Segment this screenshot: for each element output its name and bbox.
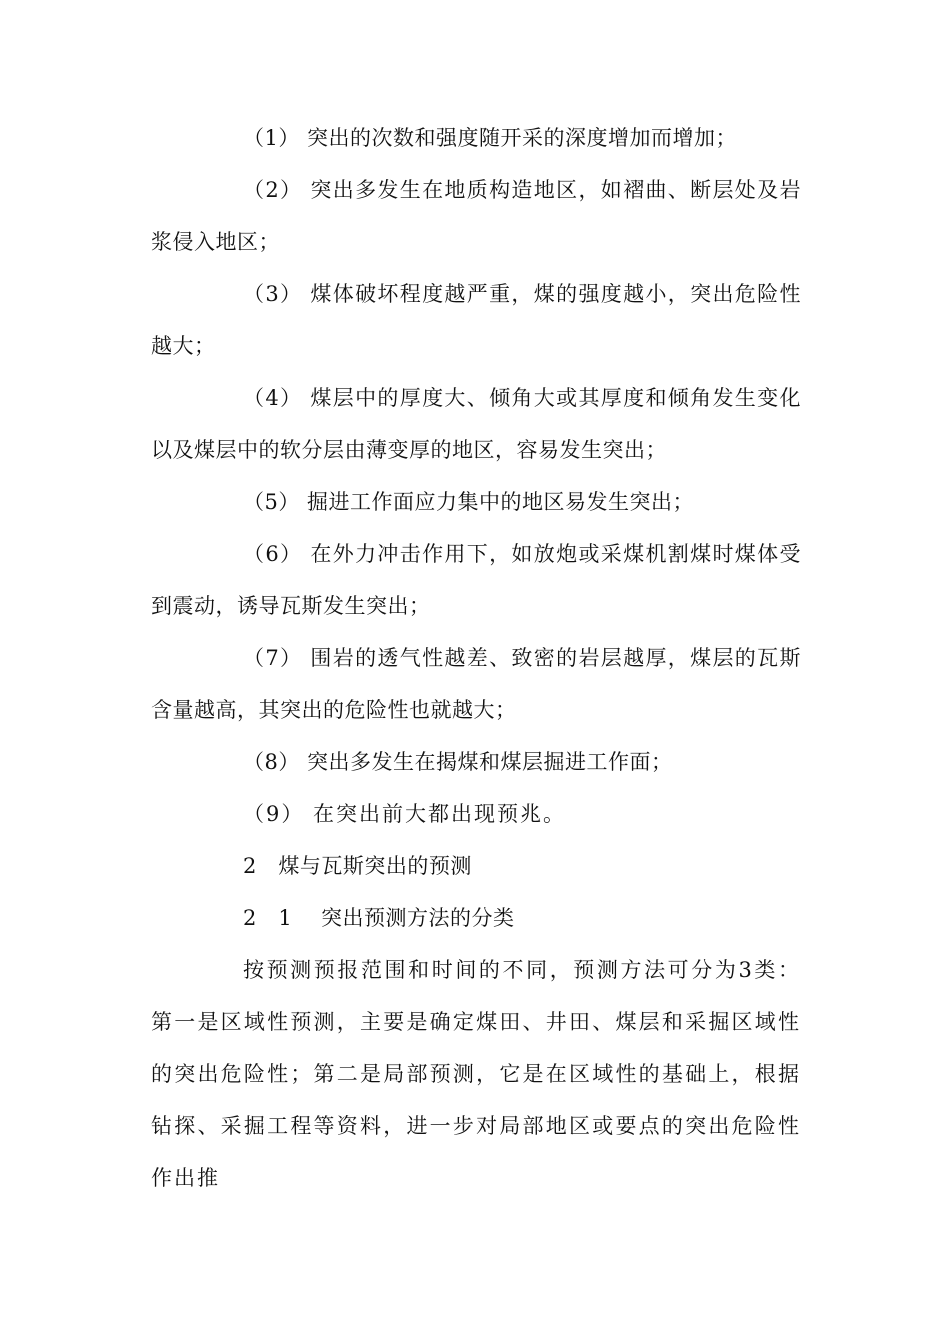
list-item-5: （5） 掘进工作面应力集中的地区易发生突出； xyxy=(243,490,695,514)
list-item-8: （8） 突出多发生在揭煤和煤层掘进工作面； xyxy=(243,750,673,774)
list-item-2: （2） 突出多发生在地质构造地区，如褶曲、断层处及岩浆侵入地区； xyxy=(151,178,801,254)
list-item-7: （7） 围岩的透气性越差、致密的岩层越厚，煤层的瓦斯含量越高，其突出的危险性也就越大； xyxy=(151,646,801,722)
list-item-6: （6） 在外力冲击作用下，如放炮或采煤机割煤时煤体受到震动，诱导瓦斯发生突出； xyxy=(151,542,801,618)
list-item-9: （9） 在突出前大都出现预兆。 xyxy=(243,802,567,826)
body-paragraph: 按预测预报范围和时间的不同，预测方法可分为3类：第一是区域性预测，主要是确定煤田、井田、煤层和采掘区域性的突出危险性；第二是局部预测，它是在区域性的基础上，根据钻探、采掘工程等资料，进一步对局部地区或要点的突出危险性作出推 xyxy=(151,958,801,1190)
list-item-3: （3） 煤体破坏程度越严重，煤的强度越小，突出危险性越大； xyxy=(151,282,801,358)
document-body xyxy=(151,112,801,1204)
section-heading: 2 煤与瓦斯突出的预测 xyxy=(243,854,472,878)
list-item-1: （1） 突出的次数和强度随开采的深度增加而增加； xyxy=(243,126,738,150)
subsection-heading: 2 1 突出预测方法的分类 xyxy=(243,906,515,930)
list-item-4: （4） 煤层中的厚度大、倾角大或其厚度和倾角发生变化以及煤层中的软分层由薄变厚的地区，容易发生突出； xyxy=(151,386,801,462)
